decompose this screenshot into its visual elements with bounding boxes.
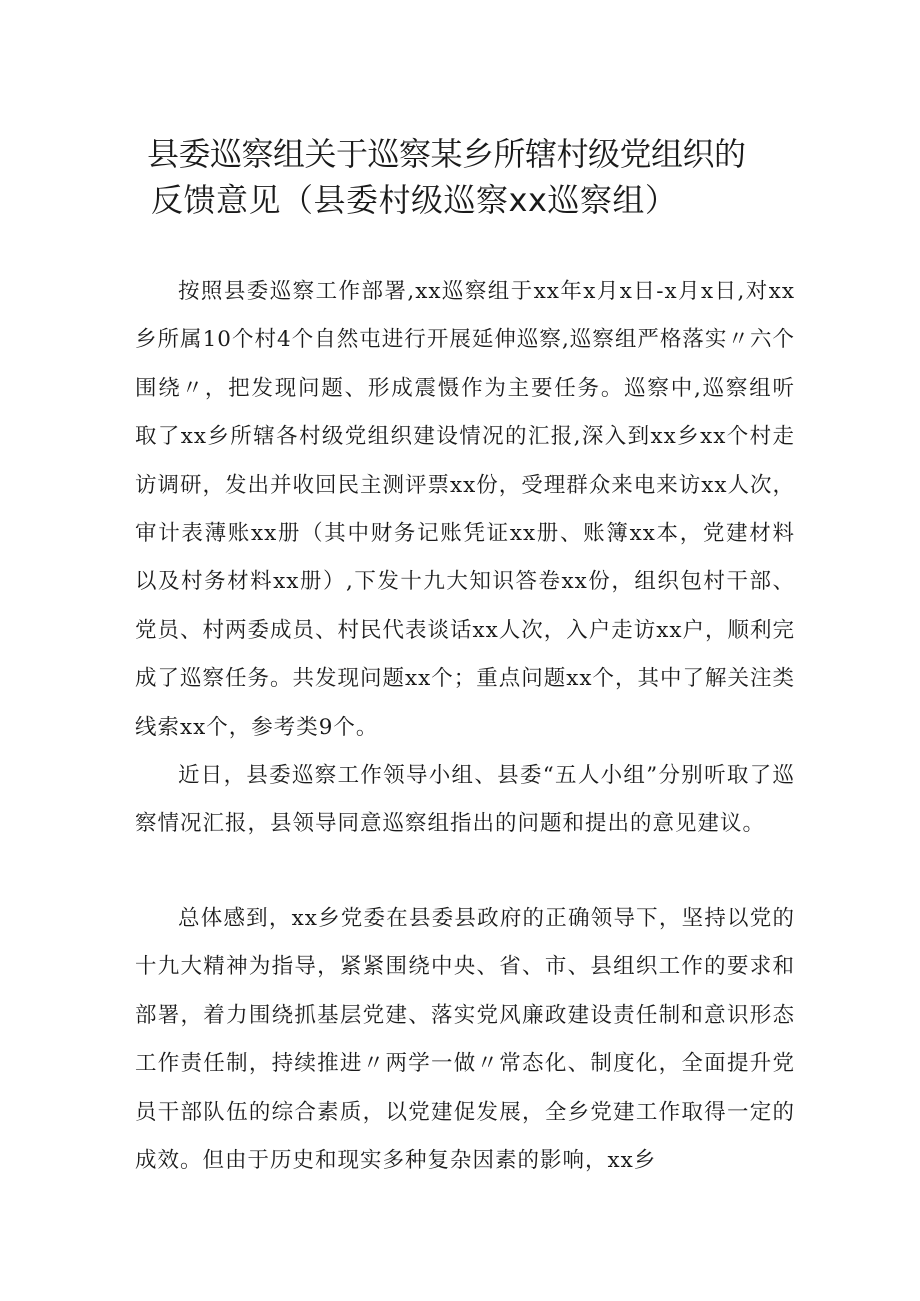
document-title-line-1: 县委巡察组关于巡察某乡所辖村级党组织的 xyxy=(147,135,746,173)
body-paragraph-2: 近日，县委巡察工作领导小组、县委“五人小组”分别听取了巡察情况汇报，县领导同意巡察组指出的问题和提出的意见建议。 xyxy=(135,763,795,837)
body-paragraph-1-block xyxy=(135,268,795,752)
body-paragraph-1: 按照县委巡察工作部署,xx巡察组于xx年x月x日-x月x日,对xx乡所属10个村4个自然屯进行开展延伸巡察,巡察组严格落实〃六个围绕〃，把发现问题、形成震慑作为主要任务。巡察中,巡察组听取了xx乡所辖各村级党组织建设情况的汇报,深入到xx乡xx个村走访调研，发出并收回民主测评票xx份，受理群众来电来访xx人次，审计表薄账xx册（其中财务记账凭证xx册、账簿xx本，党建材料以及村务材料xx册）,下发十九大知识答卷xx份，组织包村干部、党员、村两委成员、村民代表谈话xx人次，入户走访xx户，顺利完成了巡察任务。共发现问题xx个；重点问题xx个，其中了解关注类线索xx个，参考类9个。 xyxy=(135,279,796,740)
body-paragraph-3-block xyxy=(135,895,795,1185)
body-paragraph-2-block xyxy=(135,752,795,849)
body-paragraph-3: 总体感到，xx乡党委在县委县政府的正确领导下，坚持以党的十九大精神为指导，紧紧围绕中央、省、市、县组织工作的要求和部署，着力围绕抓基层党建、落实党风廉政建设责任制和意识形态工作责任制，持续推进〃两学一做〃常态化、制度化，全面提升党员干部队伍的综合素质，以党建促发展，全乡党建工作取得一定的成效。但由于历史和现实多种复杂因素的影响，xx乡 xyxy=(135,906,795,1174)
document-title-line-2: 反馈意见（县委村级巡察xx巡察组） xyxy=(151,181,678,219)
